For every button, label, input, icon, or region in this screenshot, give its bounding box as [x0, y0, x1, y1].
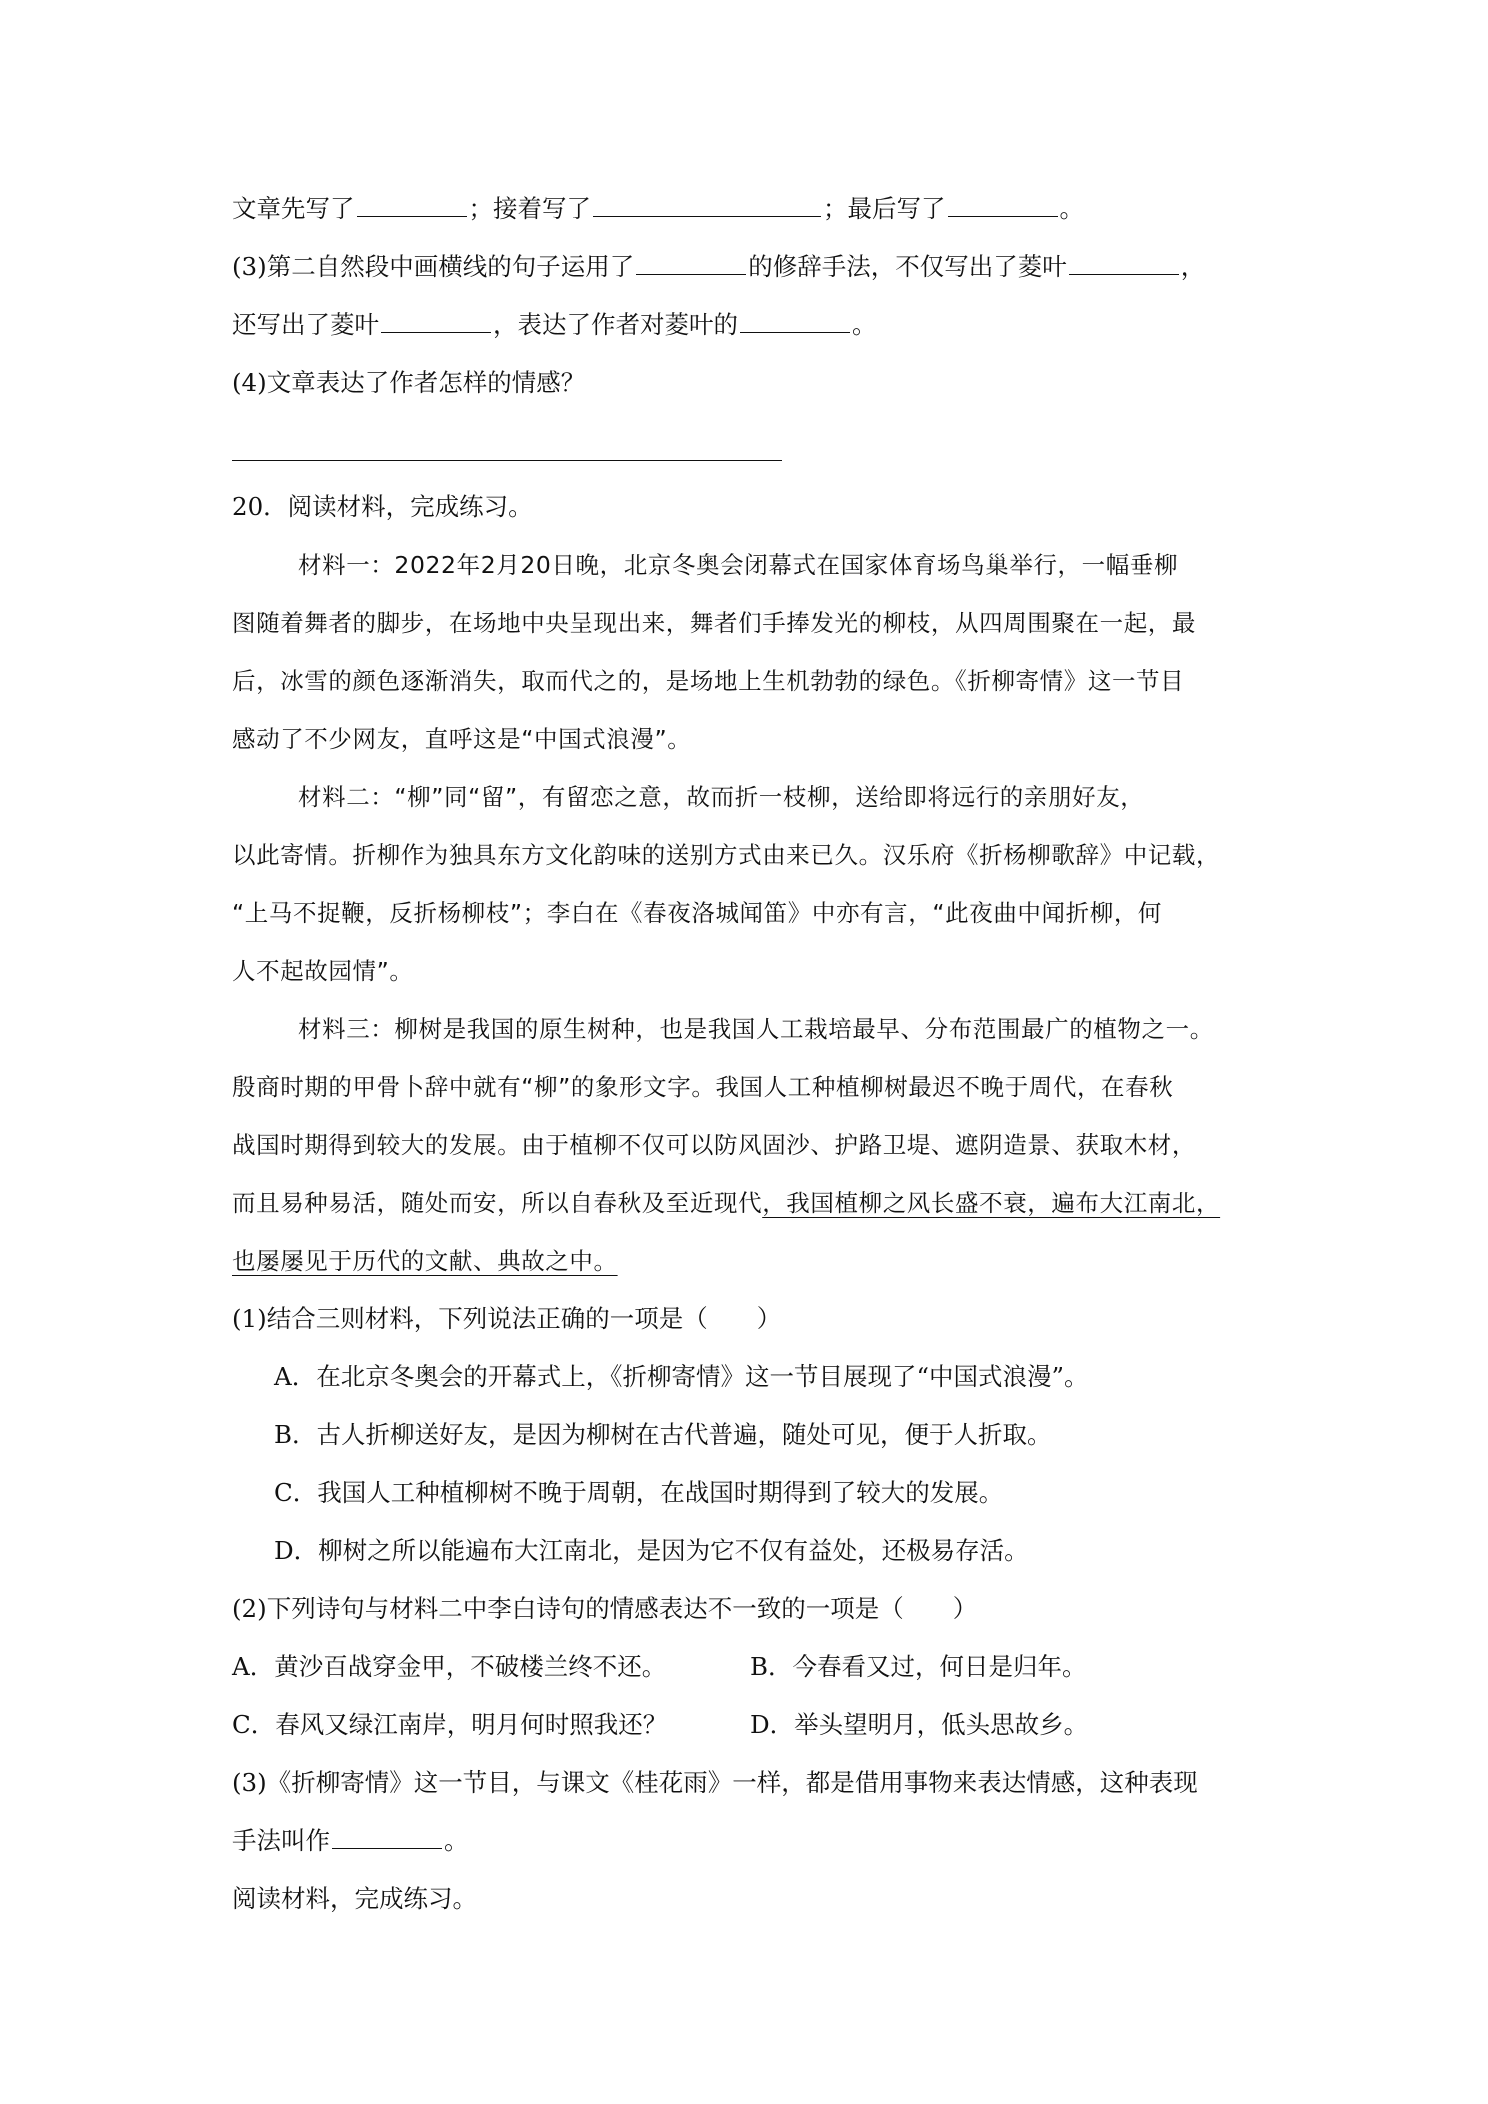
- q19-sub3-line1: [232, 250, 1205, 284]
- option-a[interactable]: A．在北京冬奥会的开幕式上，《折柳寄情》这一节目展现了“中国式浪漫”。: [274, 1362, 1089, 1391]
- material-one-line: 材料一：2022年2月20日晚，北京冬奥会闭幕式在国家体育场鸟巢举行，一幅垂柳: [298, 551, 1179, 579]
- material-two-line: “上马不捉鞭，反折杨柳枝”；李白在《春夜洛城闻笛》中亦有言，“此夜曲中闻折柳，何: [232, 899, 1163, 927]
- material-two-line: 材料二：“柳”同“留”，有留恋之意，故而折一枝柳，送给即将远行的亲朋好友，: [298, 783, 1145, 811]
- answer-line[interactable]: [232, 460, 782, 461]
- q20-sub1-stem: (1)结合三则材料，下列说法正确的一项是（ ）: [232, 1304, 782, 1333]
- text: ，表达了作者对菱叶的: [493, 310, 738, 339]
- material-three-line: 战国时期得到较大的发展。由于植柳不仅可以防风固沙、护路卫堤、遮阴造景、获取木材，: [232, 1131, 1196, 1159]
- option-b[interactable]: B．今春看又过，何日是归年。: [750, 1652, 1087, 1681]
- underlined-sentence: ，我国植柳之风长盛不衰，遍布大江南北，: [762, 1189, 1221, 1217]
- option-b[interactable]: B．古人折柳送好友，是因为柳树在古代普遍，随处可见，便于人折取。: [274, 1420, 1052, 1449]
- q20-sub2-stem: (2)下列诗句与材料二中李白诗句的情感表达不一致的一项是（ ）: [232, 1594, 978, 1623]
- text: (3)第二自然段中画横线的句子运用了: [232, 252, 635, 281]
- text: 手法叫作: [232, 1826, 330, 1855]
- option-c[interactable]: C．春风又绿江南岸，明月何时照我还？: [232, 1710, 668, 1739]
- text: ；最后写了: [823, 194, 946, 223]
- text: 。: [444, 1826, 469, 1855]
- answer-blank[interactable]: [332, 1826, 442, 1849]
- q20-sub2-row1-col2: [750, 1650, 1087, 1684]
- option-d[interactable]: D．柳树之所以能遍布大江南北，是因为它不仅有益处，还极易存活。: [274, 1536, 1029, 1565]
- material-one-line: 后，冰雪的颜色逐渐消失，取而代之的，是场地上生机勃勃的绿色。《折柳寄情》这一节目: [232, 667, 1185, 695]
- answer-blank[interactable]: [636, 252, 746, 275]
- answer-blank[interactable]: [948, 194, 1058, 217]
- text: 。: [852, 310, 877, 339]
- material-three-line: 材料三：柳树是我国的原生树种，也是我国人工栽培最早、分布范围最广的植物之一。: [298, 1015, 1214, 1043]
- text: 而且易种易活，随处而安，所以自春秋及至近现代: [232, 1189, 763, 1217]
- text: ；接着写了: [468, 194, 591, 223]
- material-three-line: 殷商时期的甲骨卜辞中就有“柳”的象形文字。我国人工种植柳树最迟不晚于周代，在春秋: [232, 1073, 1174, 1101]
- q20-sub2-row1: [232, 1650, 666, 1684]
- q20-sub2-row2-col2: [750, 1708, 1088, 1742]
- q19-sub3-line2: [232, 308, 877, 342]
- q20-sub2-row2: [232, 1708, 667, 1742]
- material-two-line: 人不起故园情”。: [232, 957, 414, 985]
- option-d[interactable]: D．举头望明月，低头思故乡。: [750, 1710, 1089, 1739]
- answer-blank[interactable]: [357, 194, 467, 217]
- answer-blank[interactable]: [740, 310, 850, 333]
- material-three-line: [232, 1244, 618, 1278]
- text: 的修辞手法，不仅写出了菱叶: [748, 252, 1067, 281]
- q20-sub3-line1: (3)《折柳寄情》这一节目，与课文《桂花雨》一样，都是借用事物来表达情感，这种表现: [232, 1768, 1198, 1797]
- q20-sub3-line2: [232, 1824, 469, 1858]
- text: 。: [1059, 194, 1084, 223]
- text: ，: [1180, 252, 1206, 281]
- answer-blank[interactable]: [1069, 252, 1179, 275]
- q19-sequence-line: [232, 192, 1084, 226]
- material-three-line: [232, 1186, 1220, 1220]
- material-one-line: 图随着舞者的脚步，在场地中央呈现出来，舞者们手捧发光的柳枝，从四周围聚在一起，最: [232, 609, 1196, 637]
- q19-sub4: (4)文章表达了作者怎样的情感？: [232, 368, 586, 397]
- underlined-sentence: 也屡屡见于历代的文献、典故之中。: [232, 1247, 618, 1275]
- material-two-line: 以此寄情。折柳作为独具东方文化韵味的送别方式由来已久。汉乐府《折杨柳歌辞》中记载，: [232, 841, 1221, 869]
- next-question-title: 阅读材料，完成练习。: [232, 1884, 477, 1913]
- text: 还写出了菱叶: [232, 310, 379, 339]
- answer-blank[interactable]: [381, 310, 491, 333]
- q20-title: 20．阅读材料，完成练习。: [232, 492, 533, 521]
- material-one-line: 感动了不少网友，直呼这是“中国式浪漫”。: [232, 725, 692, 753]
- option-a[interactable]: A．黄沙百战穿金甲，不破楼兰终不还。: [232, 1652, 667, 1681]
- text: 文章先写了: [232, 194, 355, 223]
- answer-blank[interactable]: [593, 194, 821, 217]
- option-c[interactable]: C．我国人工种植柳树不晚于周朝，在战国时期得到了较大的发展。: [274, 1478, 1004, 1507]
